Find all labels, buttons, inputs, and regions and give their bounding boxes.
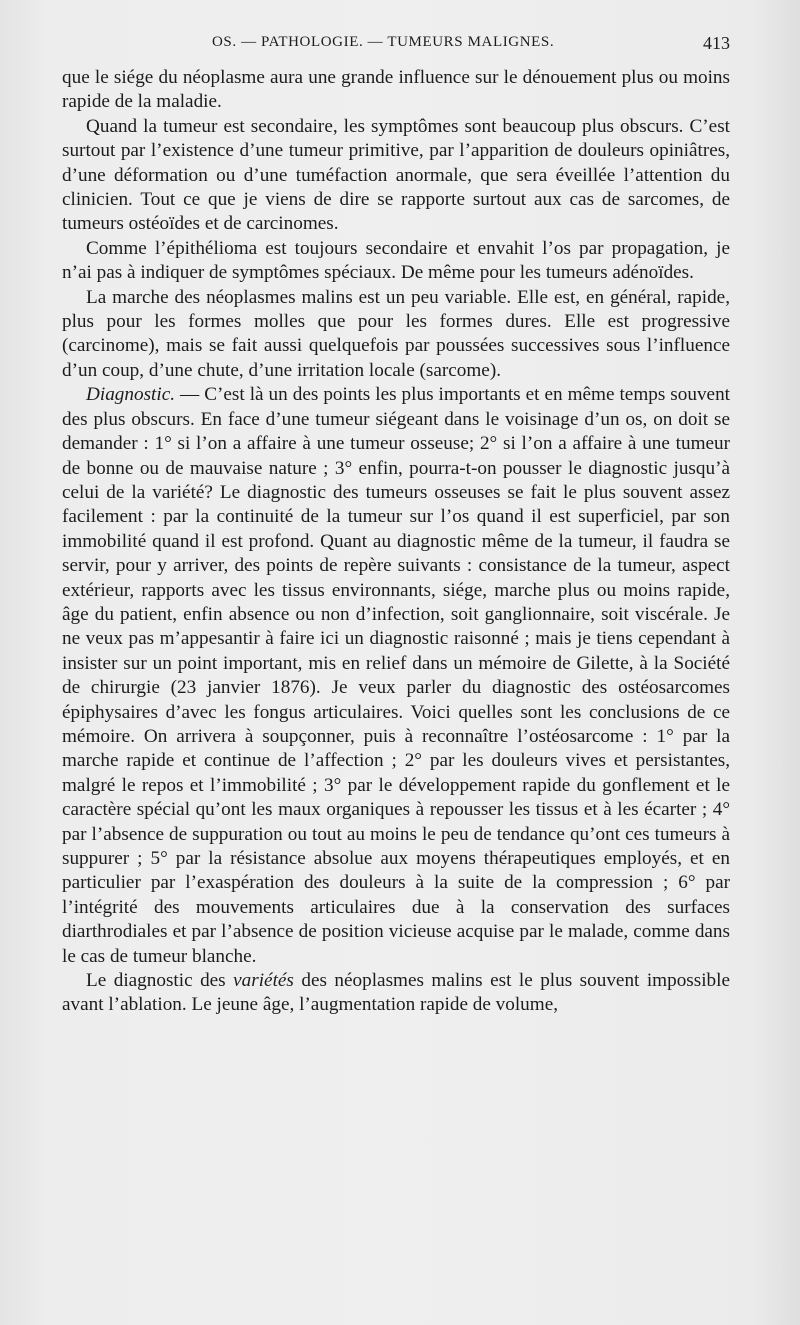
emphasis-varietes: variétés: [233, 970, 294, 992]
page-number: 413: [703, 33, 730, 53]
paragraph-4: La marche des néoplasmes malins est un peu variable. Elle est, en général, rapide, plus pour les formes molles que pour les formes dures. Elle est progressive (carcinome), mais se fait aussi quelquefois par poussées successives sous l’influence d’un coup, d’une chute, d’une irritation locale (sarcome).: [62, 286, 730, 381]
section-heading-diagnostic: Diagnostic.: [86, 384, 176, 406]
paragraph-1: que le siége du néoplasme aura une grande influence sur le dénouement plus ou moins rapide de la maladie.: [62, 67, 730, 113]
running-head-title: OS. — PATHOLOGIE. — TUMEURS MALIGNES.: [212, 34, 555, 50]
paragraph-3: Comme l’épithélioma est toujours secondaire et envahit l’os par propagation, je n’ai pas à indiquer de symptômes spéciaux. De même pour les tumeurs adénoïdes.: [62, 237, 730, 284]
paragraph-diagnostic: Diagnostic. — C’est là un des points les plus importants et en même temps souvent des plus obscurs. En face d’une tumeur siégeant dans le voisinage d’un os, on doit se demander : 1° si l’on a affaire à une tumeur osseuse; 2° si l’on a affaire à une tumeur de bonne ou de mauvaise nature ; 3° enfin, pourra-t-on pousser le diagnostic jusqu’à celui de la variété? Le diagnostic des tumeurs osseuses se fait le plus souvent assez facilement : par la continuité de la tumeur sur l’os quand il est superficiel, par son immobilité quand il est profond. Quant au diagnostic même de la tumeur, il faudra se servir, pour y arriver, des points de repère suivants : consistance de la tumeur, aspect extérieur, rapports avec les tissus environnants, siége, marche plus ou moins rapide, âge du patient, enfin absence ou non d’infection, soit ganglionnaire, soit viscérale. Je ne veux pas m’appesantir à faire ici un diagnostic raisonné ; mais je tiens cependant à insister sur un point important, mis en relief dans un mémoire de Gilette, à la Société de chirurgie (23 janvier 1876). Je veux parler du diagnostic des ostéosarcomes épiphysaires d’avec les fongus articulaires. Voici quelles sont les conclusions de ce mémoire. On arrivera à soupçonner, puis à reconnaître l’ostéosarcome : 1° par la marche rapide et continue de l’affection ; 2° par les douleurs vives et persistantes, malgré le repos et l’immobilité ; 3° par le développement rapide du gonflement et le caractère spécial qu’ont les maux organiques à repousser les tissus et à les écarter ; 4° par l’absence de suppuration ou tout au moins le peu de tendance qu’ont ces tumeurs à suppurer ; 5° par la résistance absolue aux moyens thérapeutiques employés, et en particulier par l’exaspération des douleurs à la suite de la compression ; 6° par l’intégrité des mouvements articulaires due à la conservation des surfaces diarthrodiales et par l’absence de position vicieuse acquise par le malade, comme dans le cas de tumeur blanche.: [62, 384, 730, 967]
paragraph-6: Le diagnostic des variétés des néoplasmes malins est le plus souvent impossible avant l’ablation. Le jeune âge, l’augmentation rapide de volume,: [62, 970, 730, 1016]
body-text: [62, 66, 730, 1018]
paragraph-2: Quand la tumeur est secondaire, les symptômes sont beaucoup plus obscurs. C’est surtout par l’existence d’une tumeur primitive, par l’apparition de douleurs opiniâtres, d’une déformation ou d’une tuméfaction anormale, que sera éveillée l’attention du clinicien. Tout ce que je viens de dire se rapporte surtout aux cas de sarcomes, de tumeurs ostéoïdes et de carcinomes.: [62, 115, 730, 235]
running-head: [62, 34, 730, 60]
